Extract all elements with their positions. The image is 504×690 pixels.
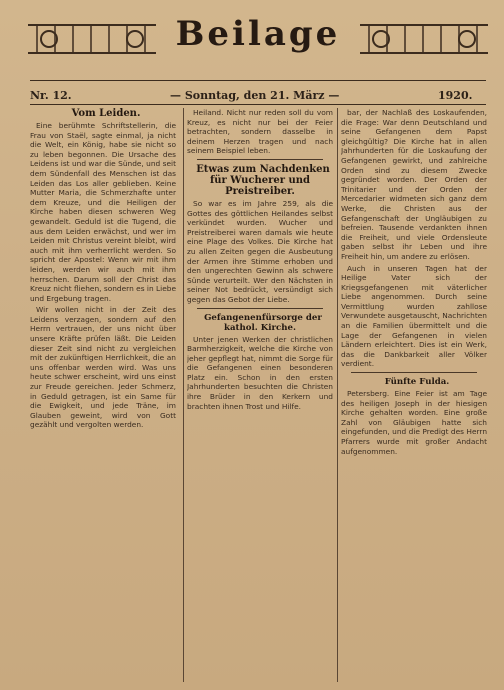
article-text: So war es im Jahre 259, als die Gottes des göttlichen Heilandes selbst verkündet wurden. Wucher und Preistreiberei waren damals wie heute eine Plage des Volkes. Die Kirche hat zu allen Zeiten gegen die Ausbeutung der Armen ihre Stimme erhoben und den ungerechten Gewinn als schwere Sünde verurteilt. Wer den Nächsten in seiner Not bedrückt, versündigt sich gegen das Gebot der Liebe. bbox=[187, 198, 333, 304]
masthead bbox=[28, 8, 488, 64]
column-rule bbox=[183, 108, 184, 682]
column-1 bbox=[30, 108, 176, 684]
page-title: Beilage bbox=[175, 14, 341, 54]
article-divider bbox=[197, 159, 323, 160]
masthead-ornament-left bbox=[28, 24, 156, 54]
column-3 bbox=[341, 108, 487, 684]
column-2 bbox=[187, 108, 333, 684]
article-heading-fulda: Fünfte Fulda. bbox=[384, 377, 450, 388]
issue-year: 1920. bbox=[438, 89, 473, 102]
article-text: Petersberg. Eine Feier ist am Tage des heiligen Joseph in der hiesigen Kirche gehalten worden. Eine große Zahl von Gläubigen hatte sich eingefunden, und die Predigt des Herrn Pfarrers wurde mit großer Andacht aufgenommen. bbox=[341, 389, 487, 456]
issue-date: — Sonntag, den 21. März — bbox=[170, 89, 340, 102]
article-text: Auch in unseren Tagen hat der Heilige Vater sich der Kriegsgefangenen mit väterlicher Liebe angenommen. Durch seine Vermittlung wurden zahllose Verwundete ausgetauscht, Nachrichten an die Familien übermittelt und die Lage der Gefangenen in vielen Ländern erleichtert. Dies ist ein Werk, das die Dankbarkeit aller Völker verdient. bbox=[341, 263, 487, 369]
article-divider bbox=[351, 372, 477, 373]
article-text: Heiland. Nicht nur reden soll du vom Kreuz, es nicht nur bei der Feier betrachten, sondern dasselbe in deinem Herzen tragen und nach seinem Beispiel leben. bbox=[187, 108, 333, 156]
header-rule-top bbox=[30, 80, 486, 81]
issue-number: Nr. 12. bbox=[30, 89, 72, 102]
article-heading-wucherer: Etwas zum Nachdenken für Wucherer und Preistreiber. bbox=[196, 163, 330, 197]
article-heading-leiden: Vom Leiden. bbox=[71, 108, 141, 119]
column-rule bbox=[337, 108, 338, 682]
article-divider bbox=[197, 308, 323, 309]
article-heading-gefangenenfuersorge: Gefangenenfürsorge der kathol. Kirche. bbox=[204, 312, 322, 333]
article-text: Eine berühmte Schriftstellerin, die Frau von Staël, sagte einmal, ja nicht die Welt, ein König, habe sie nicht so zu leben begonnen. Die Ursache des Leidens ist und war die Sünde, und seit dem Sündenfall des Menschen ist das Leiden das Los aller geblieben. Keine Mutter Maria, die Schmerzhafte unter dem Kreuze, und die Heiligen der Kirche haben diesen schweren Weg gewandelt. Geduld ist die Tugend, die aus dem Leiden erwächst, und wer im Leiden mit Christus vereint bleibt, wird auch mit ihm verherrlicht werden. So spricht der Apostel: Wenn wir mit ihm leiden, werden wir auch mit ihm herrschen. Darum soll der Christ das Kreuz nicht fliehen, sondern es in Liebe und Ergebung tragen. bbox=[30, 121, 176, 303]
article-text: bar, der Nachlaß des Loskaufenden, die Frage: War denn Deutschland und seine Gefangenen dem Papst gleichgültig? Die Kirche hat in allen Jahrhunderten für die Loskaufung der Gefangenen gewirkt, und zahlreiche Orden sind zu diesem Zwecke gegründet worden. Der Orden der Trinitarier und der Orden der Mercedarier widmeten sich ganz dem Werke, die Christen aus der Gefangenschaft der Ungläubigen zu befreien. Tausende verdankten ihnen die Freiheit, und viele Ordensleute gaben selbst ihr Leben und ihre Freiheit hin, um andere zu erlösen. bbox=[341, 108, 487, 261]
masthead-ornament-right bbox=[360, 24, 488, 54]
article-text: Wir wollen nicht in der Zeit des Leidens verzagen, sondern auf den Herrn vertrauen, der uns nicht über unsere Kräfte prüfen läßt. Die Leiden dieser Zeit sind nicht zu vergleichen mit der zukünftigen Herrlichkeit, die an uns offenbar werden wird. Was uns heute schwer erscheint, wird uns einst zur Freude gereichen. Jeder Schmerz, in Geduld getragen, ist ein Same für die Ewigkeit, und jede Träne, im Glauben geweint, wird von Gott gezählt und vergolten werden. bbox=[30, 305, 176, 430]
article-text: Unter jenen Werken der christlichen Barmherzigkeit, welche die Kirche von jeher gepflegt hat, nimmt die Sorge für die Gefangenen einen besonderen Platz ein. Schon in den ersten Jahrhunderten besuchten die Christen ihre Brüder in den Kerkern und brachten ihnen Trost und Hilfe. bbox=[187, 334, 333, 411]
header-rule-bottom bbox=[30, 104, 486, 105]
